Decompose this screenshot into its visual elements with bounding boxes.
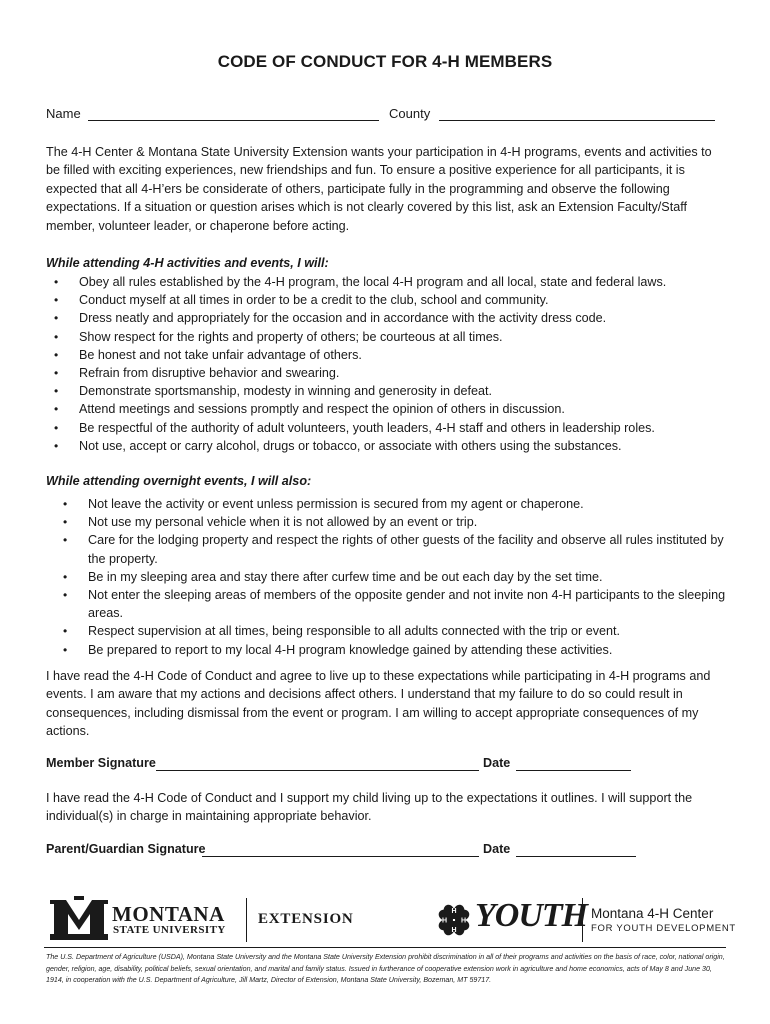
bullet-icon: • <box>54 438 59 453</box>
list-item-text: Not use my personal vehicle when it is not allowed by an event or trip. <box>88 515 478 530</box>
name-county-row <box>46 106 726 126</box>
list-item-text: Conduct myself at all times in order to be a credit to the club, school and community. <box>79 293 549 308</box>
msu-m-logo-icon <box>50 896 108 942</box>
list-item <box>54 309 729 327</box>
bullet-icon: • <box>63 533 68 548</box>
list-item-text: Not use, accept or carry alcohol, drugs or tobacco, or associate with others using the substances. <box>79 438 622 453</box>
msu-logo-line1: MONTANA <box>112 902 225 926</box>
bullet-icon: • <box>63 588 68 603</box>
list-item-text: Be honest and not take unfair advantage of others. <box>79 347 362 362</box>
list-item <box>63 495 728 513</box>
name-label: Name <box>46 106 81 121</box>
list-item <box>63 586 728 622</box>
bullet-icon: • <box>54 329 59 344</box>
youth-logo-text: YOUTH <box>475 897 588 934</box>
bullet-icon: • <box>54 293 59 308</box>
svg-text:H: H <box>451 908 457 915</box>
list-item-text: Dress neatly and appropriately for the occasion and in accordance with the activity dress code. <box>79 311 607 326</box>
section2-list <box>63 495 728 659</box>
bullet-icon: • <box>63 642 68 657</box>
svg-text:H: H <box>461 917 467 925</box>
page-title: CODE OF CONDUCT FOR 4-H MEMBERS <box>217 52 553 71</box>
list-item <box>63 622 728 640</box>
name-field[interactable] <box>88 120 379 121</box>
list-item <box>54 364 729 382</box>
logo-divider <box>246 898 247 942</box>
bullet-icon: • <box>54 275 59 289</box>
list-item <box>54 328 729 346</box>
member-date-label: Date <box>483 756 511 770</box>
bullet-icon: • <box>63 497 68 511</box>
list-item-text: Be in my sleeping area and stay there after curfew time and be out each day by the set time. <box>88 569 603 584</box>
list-item-text: Show respect for the rights and property of others; be courteous at all times. <box>79 329 503 344</box>
list-item <box>63 531 728 567</box>
parent-signature-label: Parent/Guardian Signature <box>46 842 206 856</box>
agreement-paragraph: I have read the 4-H Code of Conduct and agree to live up to these expectations while participating in 4-H programs and events. I am aware that my actions and decisions affect others. I understand that my failure to do so could result in consequences, including dismissal from the event or program. I am willing to accept appropriate consequences of my actions. <box>46 669 711 739</box>
list-item-text: Demonstrate sportsmanship, modesty in winning and generosity in defeat. <box>79 384 493 399</box>
msu-logo-line2: STATE UNIVERSITY <box>113 924 226 936</box>
parent-date-field[interactable] <box>516 856 636 857</box>
parent-paragraph: I have read the 4-H Code of Conduct and I support my child living up to the expectations it outlines. I will support the individual(s) in charge in maintaining appropriate behavior. <box>46 791 693 824</box>
list-item <box>54 273 729 291</box>
center-logo-line1: Montana 4-H Center <box>591 906 714 921</box>
member-signature-row <box>46 756 726 776</box>
county-field[interactable] <box>439 120 715 121</box>
list-item-text: Be prepared to report to my local 4-H program knowledge gained by attending these activities. <box>88 642 613 657</box>
parent-date-label: Date <box>483 842 511 856</box>
intro-paragraph: The 4-H Center & Montana State University Extension wants your participation in 4-H programs, events and activities to be filled with exciting experiences, new friendships and fun. To ensure a positive experience for all participants, it is expected that all 4-H’ers be considerate of others, participate fully in the programming and observe the following expectations. If a situation or question arises which is not clearly covered by this list, ask an Extension Faculty/Staff member, volunteer leader, or chaperone before acting. <box>46 145 712 233</box>
list-item <box>63 568 728 586</box>
bullet-icon: • <box>54 366 59 381</box>
bullet-icon: • <box>54 311 59 326</box>
bullet-icon: • <box>54 384 59 399</box>
section1-heading: While attending 4-H activities and events, I will: <box>46 256 329 270</box>
member-signature-field[interactable] <box>156 770 479 771</box>
list-item <box>54 419 729 437</box>
bullet-icon: • <box>63 515 68 530</box>
svg-text:H: H <box>442 917 448 925</box>
list-item-text: Care for the lodging property and respect the rights of other guests of the facility and observe all rules instituted by the property. <box>88 533 724 566</box>
list-item-text: Refrain from disruptive behavior and swearing. <box>79 366 340 381</box>
svg-text:H: H <box>451 927 457 934</box>
list-item <box>54 346 729 364</box>
bullet-icon: • <box>54 347 59 362</box>
list-item-text: Not leave the activity or event unless permission is secured from my agent or chaperone. <box>88 497 584 511</box>
center-logo-line2: FOR YOUTH DEVELOPMENT <box>591 923 736 934</box>
bullet-icon: • <box>54 420 59 435</box>
list-item <box>54 291 729 309</box>
footer-nondiscrimination-note: The U.S. Department of Agriculture (USDA), Montana State University and the Montana State University Extension prohibit discrimination in all of their programs and activities on the basis of race, color, national origin, gender, religion, age, disability, political beliefs, sexual orientation, and marital and family status. Issued in furtherance of cooperative extension work in agriculture and home economics, acts of May 8 and June 30, 1914, in cooperation with the U.S. Department of Agriculture, Jill Martz, Director of Extension, Montana State University, Bozeman, MT 59717. <box>46 953 725 984</box>
list-item <box>63 641 728 659</box>
county-label: County <box>389 106 431 121</box>
footer-divider <box>44 947 726 948</box>
section1-list <box>54 273 729 455</box>
list-item <box>54 400 729 418</box>
list-item-text: Attend meetings and sessions promptly and respect the opinion of others in discussion. <box>79 402 565 417</box>
list-item-text: Not enter the sleeping areas of members of the opposite gender and not invite non 4-H participants to the sleeping areas. <box>88 588 726 621</box>
member-date-field[interactable] <box>516 770 631 771</box>
list-item <box>54 382 729 400</box>
bullet-icon: • <box>63 569 68 584</box>
section2-heading: While attending overnight events, I will also: <box>46 474 312 488</box>
list-item <box>54 437 729 455</box>
four-h-clover-icon <box>434 900 474 940</box>
member-signature-label: Member Signature <box>46 756 156 770</box>
logo-bar <box>0 894 770 946</box>
list-item <box>63 513 728 531</box>
parent-signature-row <box>46 842 726 862</box>
list-item-text: Be respectful of the authority of adult volunteers, youth leaders, 4-H staff and others in leadership roles. <box>79 420 655 435</box>
logo-divider-2 <box>582 898 583 942</box>
parent-signature-field[interactable] <box>202 856 479 857</box>
list-item-text: Respect supervision at all times, being responsible to all adults connected with the trip or event. <box>88 624 621 639</box>
list-item-text: Obey all rules established by the 4-H program, the local 4-H program and all local, state and federal laws. <box>79 275 667 289</box>
bullet-icon: • <box>54 402 59 417</box>
extension-logo-text: EXTENSION <box>258 911 354 927</box>
bullet-icon: • <box>63 624 68 639</box>
